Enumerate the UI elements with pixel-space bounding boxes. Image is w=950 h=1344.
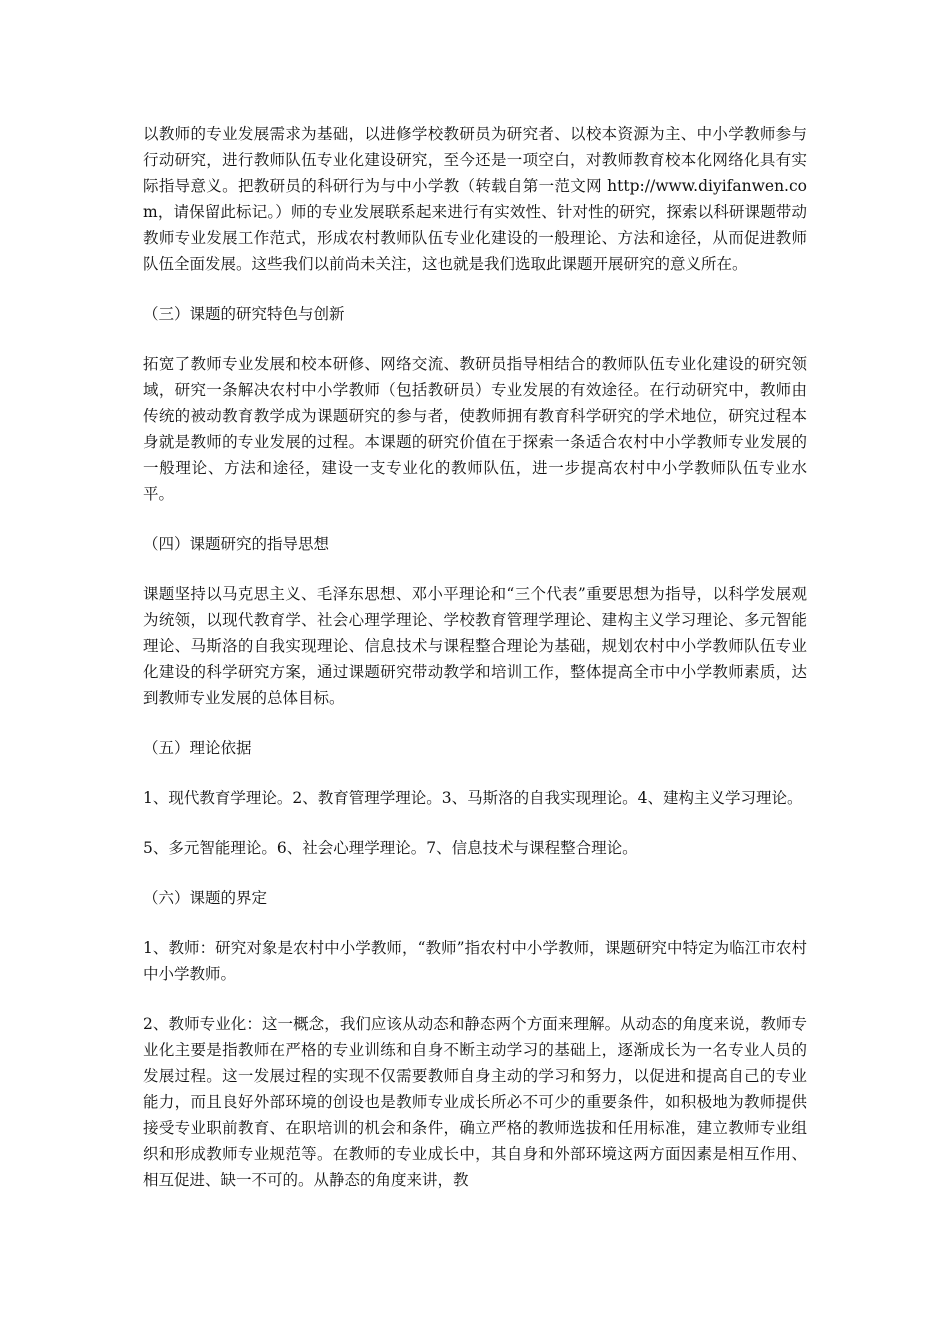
body-paragraph-features: 拓宽了教师专业发展和校本研修、网络交流、教研员指导相结合的教师队伍专业化建设的研究领域，研究一条解决农村中小学教师（包括教研员）专业发展的有效途径。在行动研究中，教师由传统的被动教育教学成为课题研究的参与者，使教师拥有教育科学研究的学术地位，研究过程本身就是教师的专业发展的过程。本课题的研究价值在于探索一条适合农村中小学教师专业发展的一般理论、方法和途径，建设一支专业化的教师队伍，进一步提高农村中小学教师队伍专业水平。 — [143, 355, 807, 503]
section-heading-features: （三）课题的研究特色与创新 — [143, 305, 345, 323]
section-heading-theory: （五）理论依据 — [143, 739, 252, 757]
body-paragraph-significance: 以教师的专业发展需求为基础，以进修学校教研员为研究者、以校本资源为主、中小学教师参与行动研究，进行教师队伍专业化建设研究，至今还是一项空白，对教师教育校本化网络化具有实际指导意义。把教研员的科研行为与中小学教（转载自第一范文网 http://www.diyifanwen.com，请保留此标记。）师的专业发展联系起来进行有实效性、针对性的研究，探索以科研课题带动教师专业发展工作范式，形成农村教师队伍专业化建设的一般理论、方法和途径，从而促进教师队伍全面发展。这些我们以前尚未关注，这也就是我们选取此课题开展研究的意义所在。 — [143, 125, 807, 273]
body-paragraph-theory-list-1: 1、现代教育学理论。2、教育管理学理论。3、马斯洛的自我实现理论。4、建构主义学习理论。 — [143, 789, 803, 807]
body-paragraph-definition-professionalization: 2、教师专业化：这一概念，我们应该从动态和静态两个方面来理解。从动态的角度来说，教师专业化主要是指教师在严格的专业训练和自身不断主动学习的基础上，逐渐成长为一名专业人员的发展过程。这一发展过程的实现不仅需要教师自身主动的学习和努力，以促进和提高自己的专业能力，而且良好外部环境的创设也是教师专业成长所必不可少的重要条件，如积极地为教师提供接受专业职前教育、在职培训的机会和条件，确立严格的教师选拔和任用标准，建立教师专业组织和形成教师专业规范等。在教师的专业成长中，其自身和外部环境这两方面因素是相互作用、相互促进、缺一不可的。从静态的角度来讲，教 — [143, 1015, 807, 1189]
section-heading-guiding-ideas: （四）课题研究的指导思想 — [143, 535, 330, 553]
section-heading-definition: （六）课题的界定 — [143, 889, 268, 907]
body-paragraph-theory-list-2: 5、多元智能理论。6、社会心理学理论。7、信息技术与课程整合理论。 — [143, 839, 638, 857]
document-body — [143, 121, 807, 1217]
body-paragraph-definition-teacher: 1、教师：研究对象是农村中小学教师，“教师”指农村中小学教师，课题研究中特定为临江市农村中小学教师。 — [143, 939, 807, 983]
body-paragraph-guiding-ideas: 课题坚持以马克思主义、毛泽东思想、邓小平理论和“三个代表”重要思想为指导，以科学发展观为统领，以现代教育学、社会心理学理论、学校教育管理学理论、建构主义学习理论、多元智能理论、马斯洛的自我实现理论、信息技术与课程整合理论为基础，规划农村中小学教师队伍专业化建设的科学研究方案，通过课题研究带动教学和培训工作，整体提高全市中小学教师素质，达到教师专业发展的总体目标。 — [143, 585, 807, 707]
